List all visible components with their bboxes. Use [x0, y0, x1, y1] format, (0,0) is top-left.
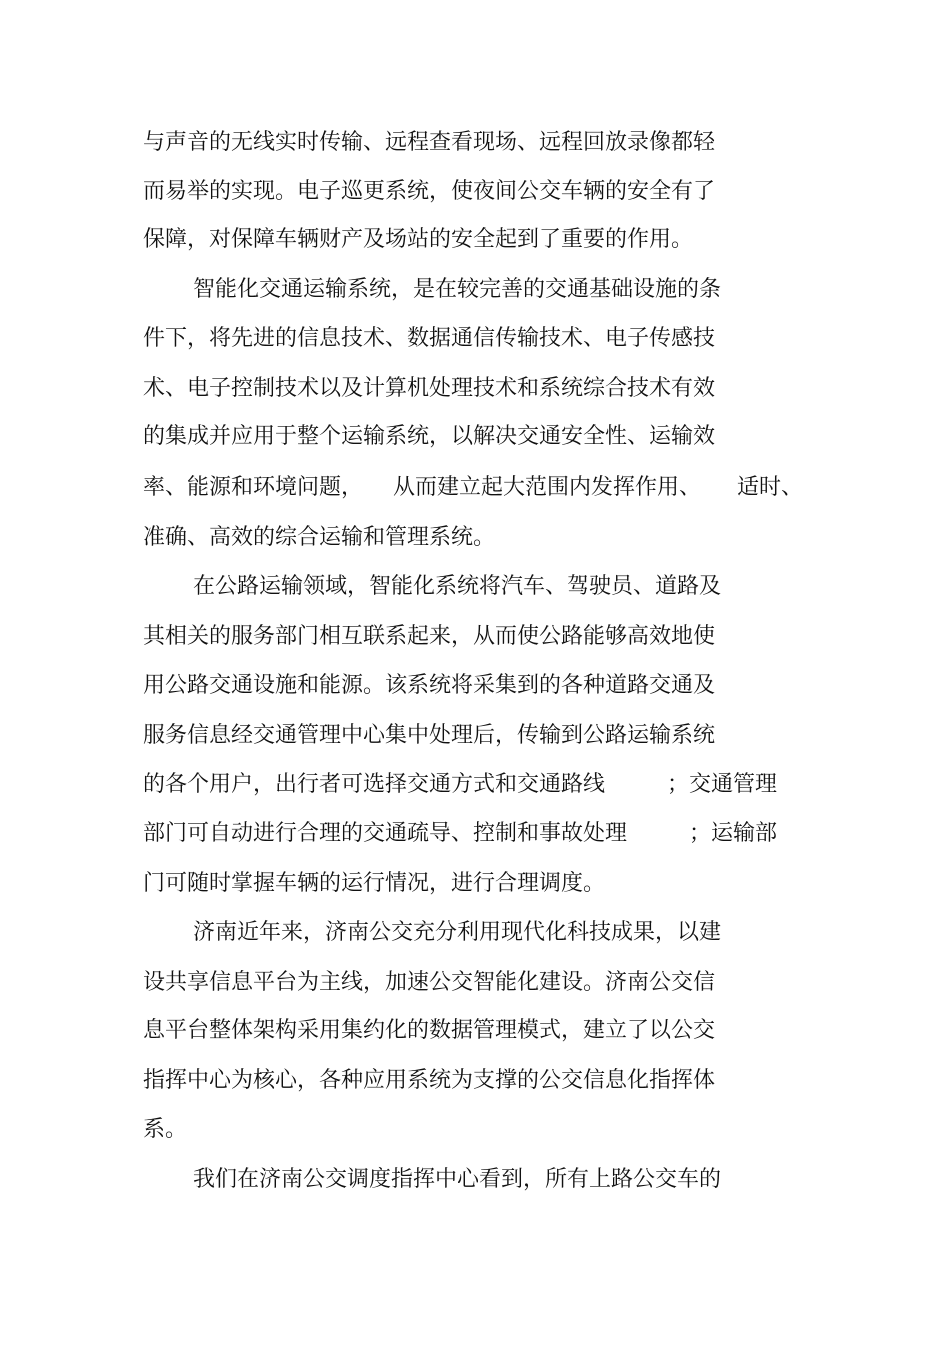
text-line: 服务信息经交通管理中心集中处理后，传输到公路运输系统 [143, 723, 716, 748]
text-line [143, 770, 777, 800]
text-line: 设共享信息平台为主线，加速公交智能化建设。济南公交信 [143, 970, 716, 995]
text-segment: 从而建立起大范围内发挥作用、 [393, 475, 702, 500]
text-line [143, 473, 803, 503]
text-segment: 部门可自动进行合理的交通疏导、控制和事故处理 [143, 821, 628, 846]
text-line: 而易举的实现。电子巡更系统，使夜间公交车辆的安全有了 [143, 179, 716, 204]
text-line: 用公路交通设施和能源。该系统将采集到的各种道路交通及 [143, 673, 716, 698]
text-line: 智能化交通运输系统，是在较完善的交通基础设施的条 [193, 277, 722, 302]
text-line: 保障，对保障车辆财产及场站的安全起到了重要的作用。 [143, 227, 694, 252]
text-segment: 的各个用户，出行者可选择交通方式和交通路线 [143, 772, 606, 797]
text-line: 指挥中心为核心，各种应用系统为支撑的公交信息化指挥体 [143, 1068, 716, 1093]
text-line: 息平台整体架构采用集约化的数据管理模式，建立了以公交 [143, 1018, 716, 1043]
text-line: 术、电子控制技术以及计算机处理技术和系统综合技术有效 [143, 376, 716, 401]
text-segment: ；运输部 [689, 821, 778, 846]
text-line: 系。 [143, 1117, 188, 1142]
text-segment: 率、能源和环境问题， [143, 475, 364, 500]
text-line [143, 819, 777, 849]
text-segment: ；交通管理 [667, 772, 778, 797]
text-line: 的集成并应用于整个运输系统，以解决交通安全性、运输效 [143, 424, 716, 449]
text-line: 其相关的服务部门相互联系起来，从而使公路能够高效地使 [143, 624, 716, 649]
text-line: 我们在济南公交调度指挥中心看到，所有上路公交车的 [193, 1167, 722, 1192]
text-line: 济南近年来，济南公交充分利用现代化科技成果，以建 [193, 920, 722, 945]
text-line: 准确、高效的综合运输和管理系统。 [143, 525, 496, 550]
text-line: 与声音的无线实时传输、远程查看现场、远程回放录像都轻 [143, 130, 716, 155]
text-line: 在公路运输领域，智能化系统将汽车、驾驶员、道路及 [193, 574, 722, 599]
text-line: 门可随时掌握车辆的运行情况，进行合理调度。 [143, 871, 606, 896]
text-line: 件下，将先进的信息技术、数据通信传输技术、电子传感技 [143, 326, 716, 351]
text-segment: 适时、 [737, 475, 804, 500]
